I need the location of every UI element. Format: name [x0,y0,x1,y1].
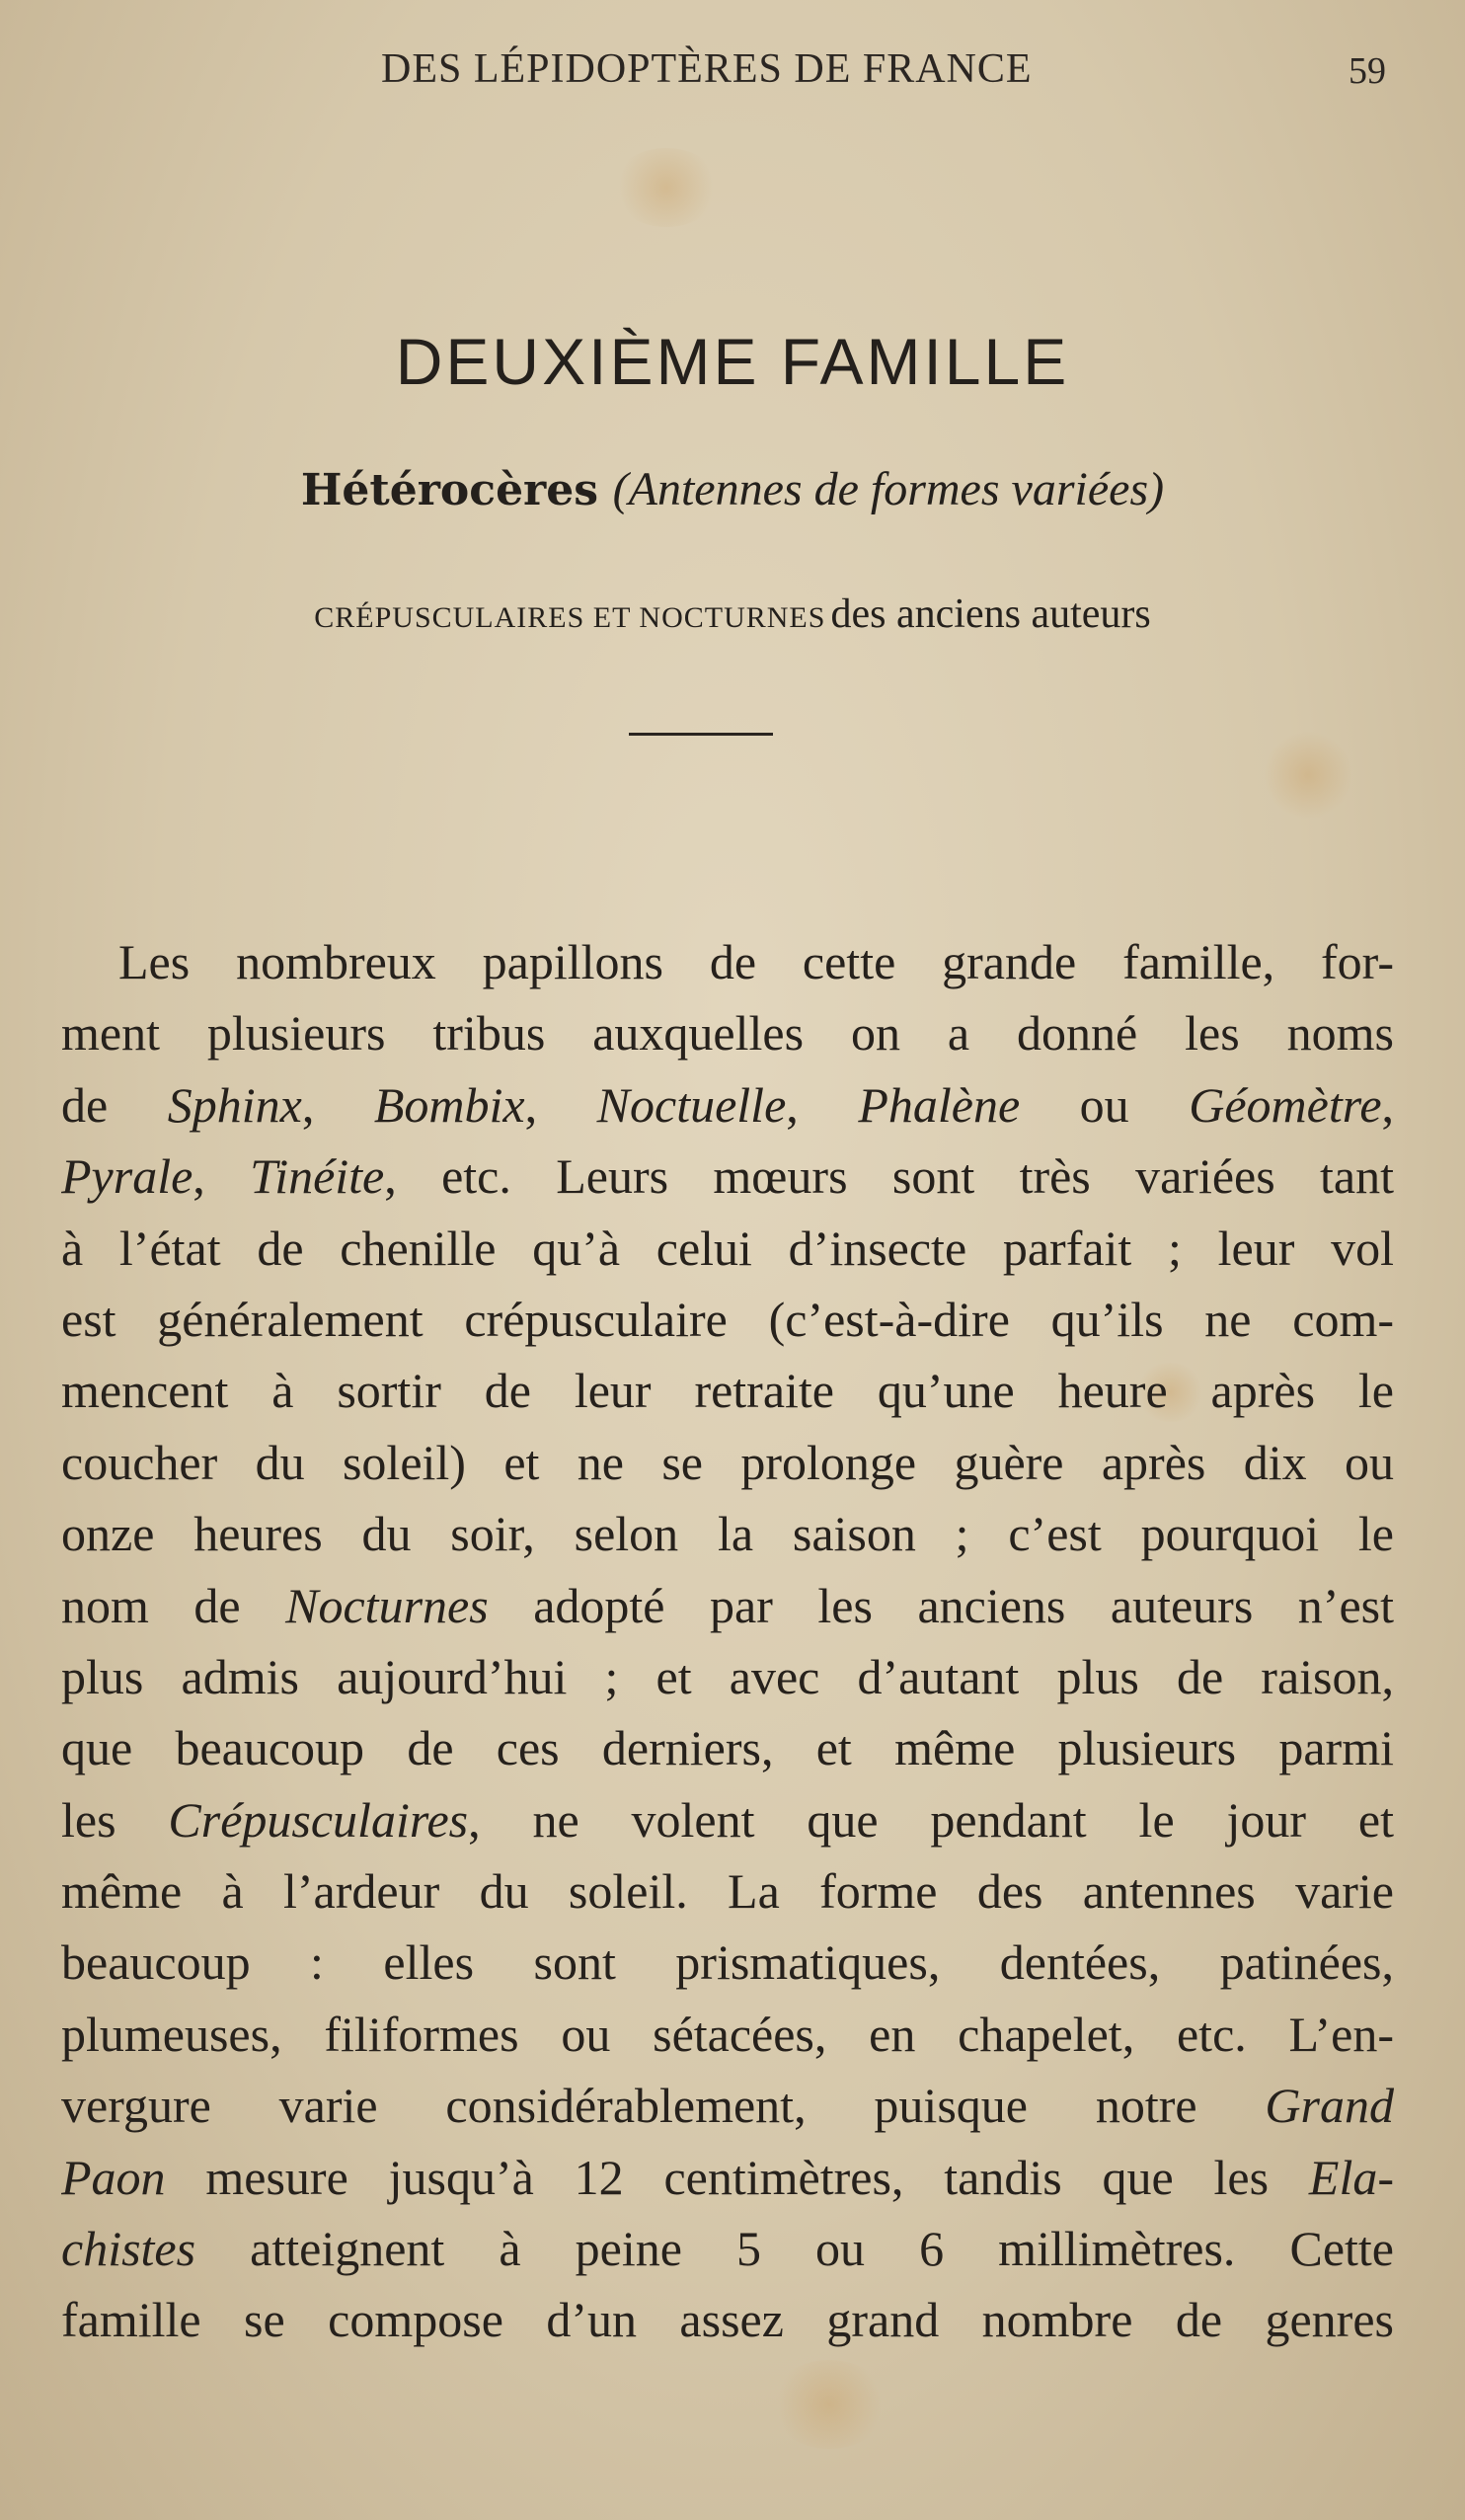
page-number: 59 [1349,50,1386,92]
text-line [61,2213,1394,2284]
text-segment: , [193,1148,251,1205]
text-line [61,2284,1394,2355]
text-line [61,2070,1394,2141]
text-segment: onze heures du soir, selon la saison ; c’est pourquoi le [61,1506,1394,1562]
text-segment: coucher du soleil) et ne se prolonge guère après dix ou [61,1434,1394,1490]
text-line [61,1355,1394,1426]
text-line [61,1712,1394,1783]
text-segment: ment plusieurs tribus auxquelles on a donné les noms [61,1005,1394,1062]
italic-term: Ela- [1308,2149,1394,2205]
text-segment: ou [1020,1076,1190,1133]
body-paragraph [61,926,1394,2356]
italic-term: Sphinx [167,1076,302,1133]
text-line [61,1498,1394,1569]
text-line [61,1927,1394,1998]
text-segment: à l’état de chenille qu’à celui d’insecte parfait ; leur vol [61,1220,1394,1276]
italic-term: Nocturnes [285,1577,489,1633]
text-line [61,1069,1394,1141]
text-segment: est généralement crépusculaire (c’est-à-dire qu’ils ne com- [61,1291,1394,1347]
italic-term: Bombix [373,1076,525,1133]
text-segment: mencent à sortir de leur retraite qu’une heure après le [61,1363,1394,1419]
subtitle-rest: des anciens auteurs [830,591,1151,637]
text-line [61,1284,1394,1355]
text-segment: même à l’ardeur du soleil. La forme des antennes varie [61,1863,1394,1920]
text-segment: , etc. Leurs mœurs sont très variées tant [384,1148,1394,1205]
text-segment: , [524,1076,597,1133]
text-segment: , [1381,1076,1394,1133]
italic-term: chistes [61,2221,196,2277]
text-segment: de [61,1076,168,1133]
running-title: DES LÉPIDOPTÈRES DE FRANCE [381,46,1033,92]
italic-term: Phalène [858,1076,1021,1133]
text-line [61,1141,1394,1212]
italic-term: Pyrale [61,1148,193,1205]
family-name: Hétérocères [300,465,599,515]
text-segment: , ne volent que pendant le jour et [468,1791,1394,1848]
chapter-heading: DEUXIÈME FAMILLE [395,325,1070,398]
text-line [61,2142,1394,2213]
foxing-stain [1264,731,1352,820]
text-segment: famille se compose d’un assez grand nombre de genres [61,2292,1394,2348]
family-gloss: (Antennes de formes variées) [612,463,1165,515]
text-segment: , [786,1076,859,1133]
italic-term: Noctuelle [596,1076,787,1133]
italic-term: Tinéite [250,1148,385,1205]
text-segment: adopté par les anciens auteurs n’est [488,1577,1394,1633]
text-segment: plumeuses, filiformes ou sétacées, en chapelet, etc. L’en- [61,2006,1394,2062]
text-line [61,1570,1394,1641]
italic-term: Grand [1265,2078,1394,2134]
family-name-heading [0,462,1465,516]
foxing-stain [770,2360,888,2449]
text-segment: , [301,1076,374,1133]
text-line [61,1641,1394,1712]
running-head [0,45,1465,105]
text-segment: vergure varie considérablement, puisque notre [61,2078,1266,2134]
italic-term: Géomètre [1189,1076,1382,1133]
subtitle-caps: CRÉPUSCULAIRES ET NOCTURNES [314,601,826,634]
text-line [61,997,1394,1068]
text-segment: les [61,1791,169,1848]
section-rule [629,733,773,736]
text-segment: atteignent à peine 5 ou 6 millimètres. Cette [195,2221,1394,2277]
text-line [61,1855,1394,1927]
family-subtitle [0,591,1465,638]
text-line [61,1999,1394,2070]
text-segment: nom de [61,1577,286,1633]
text-line [61,1784,1394,1855]
text-segment: mesure jusqu’à 12 centimètres, tandis que les [165,2149,1309,2205]
text-line [61,1427,1394,1498]
text-segment: que beaucoup de ces derniers, et même plusieurs parmi [61,1720,1394,1776]
italic-term: Crépusculaires [168,1791,469,1848]
text-segment: plus admis aujourd’hui ; et avec d’autant plus de raison, [61,1648,1394,1704]
text-line [61,1213,1394,1284]
text-segment: beaucoup : elles sont prismatiques, dentées, patinées, [61,1934,1394,1991]
italic-term: Paon [61,2149,166,2205]
foxing-stain [612,148,721,227]
text-line [61,926,1394,997]
text-segment: Les nombreux papillons de cette grande famille, for- [118,934,1394,989]
